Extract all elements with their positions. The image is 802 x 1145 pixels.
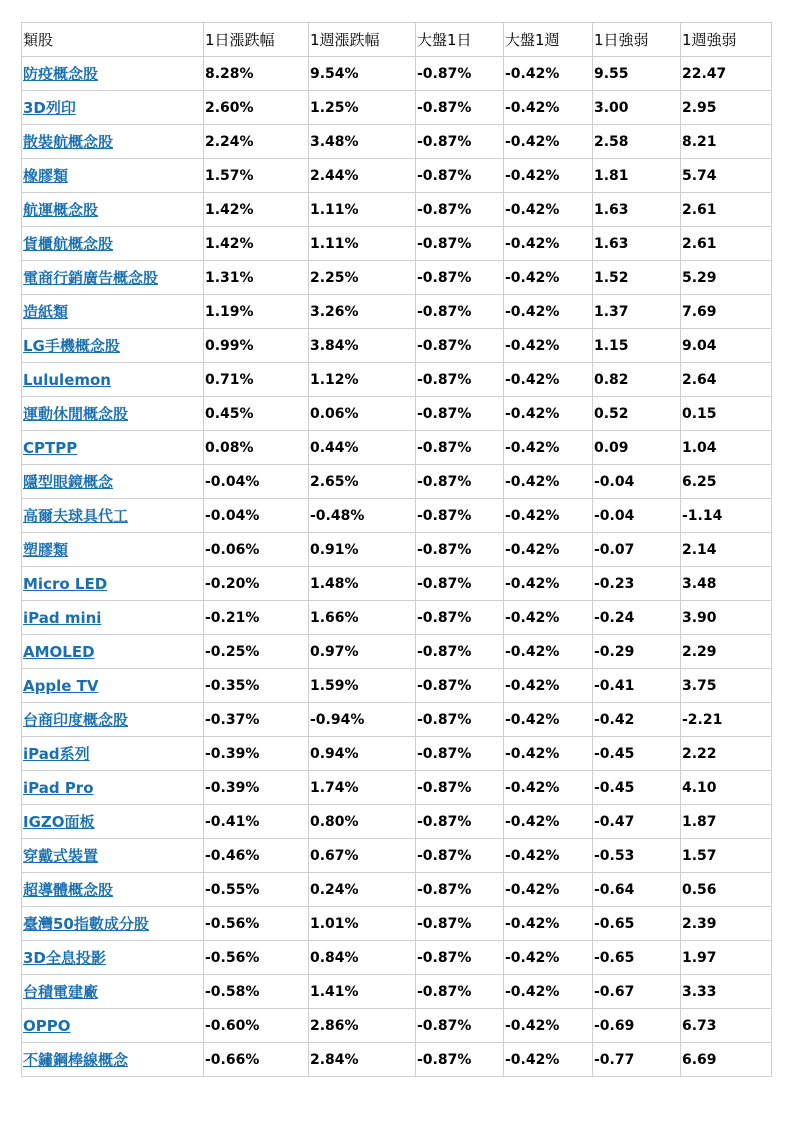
table-cell: -0.42%	[504, 465, 593, 499]
table-cell: -0.42%	[504, 907, 593, 941]
table-cell: -0.87%	[416, 295, 504, 329]
table-cell: -0.42%	[504, 193, 593, 227]
table-cell: -0.42%	[504, 703, 593, 737]
table-cell: 1.52	[593, 261, 681, 295]
table-row	[22, 737, 772, 771]
table-cell: -0.42%	[504, 295, 593, 329]
table-cell: -0.47	[593, 805, 681, 839]
sector-link[interactable]: Lululemon	[23, 370, 111, 389]
table-cell: 1.63	[593, 227, 681, 261]
table-cell: 9.55	[593, 57, 681, 91]
table-cell: -0.87%	[416, 193, 504, 227]
sector-name-cell	[22, 261, 204, 295]
table-cell: 2.25%	[309, 261, 416, 295]
table-row	[22, 839, 772, 873]
sector-link[interactable]: IGZO面板	[23, 813, 95, 831]
table-row	[22, 907, 772, 941]
column-header: 1週漲跌幅	[309, 23, 416, 57]
sector-link[interactable]: 電商行銷廣告概念股	[23, 269, 159, 287]
table-cell: -0.42	[593, 703, 681, 737]
sector-link[interactable]: iPad Pro	[23, 778, 94, 797]
table-cell: -0.07	[593, 533, 681, 567]
table-row	[22, 397, 772, 431]
table-cell: -0.25%	[204, 635, 309, 669]
table-row	[22, 669, 772, 703]
table-row	[22, 295, 772, 329]
table-row	[22, 329, 772, 363]
table-row	[22, 533, 772, 567]
table-cell: -0.87%	[416, 261, 504, 295]
table-cell: 3.00	[593, 91, 681, 125]
table-cell: -0.87%	[416, 159, 504, 193]
table-cell: -0.87%	[416, 635, 504, 669]
table-cell: -0.87%	[416, 669, 504, 703]
table-cell: 1.11%	[309, 227, 416, 261]
table-cell: -0.60%	[204, 1009, 309, 1043]
table-cell: -0.06%	[204, 533, 309, 567]
table-cell: 1.37	[593, 295, 681, 329]
table-row	[22, 1043, 772, 1077]
sector-link[interactable]: 塑膠類	[23, 541, 69, 559]
table-cell: -0.35%	[204, 669, 309, 703]
table-cell: -0.04	[593, 465, 681, 499]
sector-name-cell	[22, 91, 204, 125]
table-cell: 1.19%	[204, 295, 309, 329]
sector-name-cell	[22, 975, 204, 1009]
table-cell: 1.12%	[309, 363, 416, 397]
table-cell: -0.42%	[504, 329, 593, 363]
sector-name-cell	[22, 839, 204, 873]
table-cell: -0.87%	[416, 975, 504, 1009]
table-row	[22, 1009, 772, 1043]
table-cell: -0.42%	[504, 91, 593, 125]
table-cell: 2.95	[681, 91, 772, 125]
table-cell: -0.87%	[416, 805, 504, 839]
table-header-row	[22, 23, 772, 57]
table-cell: -0.41%	[204, 805, 309, 839]
table-row	[22, 363, 772, 397]
table-cell: -0.87%	[416, 1009, 504, 1043]
table-cell: -0.42%	[504, 159, 593, 193]
table-cell: 0.45%	[204, 397, 309, 431]
table-row	[22, 975, 772, 1009]
table-row	[22, 125, 772, 159]
table-cell: -0.42%	[504, 635, 593, 669]
sector-link[interactable]: 防疫概念股	[23, 65, 99, 83]
table-cell: 9.54%	[309, 57, 416, 91]
table-cell: 0.06%	[309, 397, 416, 431]
sector-link[interactable]: 隱型眼鏡概念	[23, 473, 114, 491]
table-row	[22, 567, 772, 601]
table-cell: 0.15	[681, 397, 772, 431]
sector-link[interactable]: 穿戴式裝置	[23, 847, 99, 865]
column-header: 1日強弱	[593, 23, 681, 57]
sector-name-cell	[22, 805, 204, 839]
table-cell: 9.04	[681, 329, 772, 363]
table-cell: 2.84%	[309, 1043, 416, 1077]
table-cell: -0.29	[593, 635, 681, 669]
table-cell: 5.29	[681, 261, 772, 295]
table-cell: -0.04%	[204, 465, 309, 499]
table-cell: 0.24%	[309, 873, 416, 907]
table-cell: 2.24%	[204, 125, 309, 159]
sector-name-cell	[22, 635, 204, 669]
table-cell: 0.97%	[309, 635, 416, 669]
table-cell: -0.87%	[416, 703, 504, 737]
table-cell: 2.14	[681, 533, 772, 567]
table-cell: 3.90	[681, 601, 772, 635]
table-cell: -0.42%	[504, 431, 593, 465]
table-cell: -0.42%	[504, 499, 593, 533]
table-cell: 1.42%	[204, 193, 309, 227]
sector-link[interactable]: iPad系列	[23, 745, 90, 763]
table-cell: -0.42%	[504, 601, 593, 635]
sector-link[interactable]: CPTPP	[23, 438, 78, 457]
table-cell: -0.42%	[504, 975, 593, 1009]
table-cell: 0.52	[593, 397, 681, 431]
table-cell: -0.87%	[416, 737, 504, 771]
table-cell: -0.21%	[204, 601, 309, 635]
table-cell: -0.87%	[416, 1043, 504, 1077]
table-cell: 2.22	[681, 737, 772, 771]
table-cell: 1.59%	[309, 669, 416, 703]
table-cell: 0.84%	[309, 941, 416, 975]
table-cell: -0.87%	[416, 465, 504, 499]
table-cell: -0.04	[593, 499, 681, 533]
table-row	[22, 499, 772, 533]
table-cell: 3.75	[681, 669, 772, 703]
table-cell: -0.87%	[416, 601, 504, 635]
table-cell: -0.42%	[504, 839, 593, 873]
table-cell: 1.41%	[309, 975, 416, 1009]
sector-name-cell	[22, 125, 204, 159]
table-cell: 8.28%	[204, 57, 309, 91]
table-cell: 3.84%	[309, 329, 416, 363]
table-cell: -0.42%	[504, 397, 593, 431]
table-cell: 0.44%	[309, 431, 416, 465]
sector-name-cell	[22, 1043, 204, 1077]
table-cell: -0.42%	[504, 125, 593, 159]
sector-name-cell	[22, 295, 204, 329]
table-row	[22, 771, 772, 805]
table-cell: -0.87%	[416, 57, 504, 91]
sector-link[interactable]: Apple TV	[23, 676, 99, 695]
table-cell: 2.64	[681, 363, 772, 397]
sector-link[interactable]: 台積電建廠	[23, 983, 99, 1001]
table-cell: -0.42%	[504, 533, 593, 567]
table-cell: -0.42%	[504, 873, 593, 907]
sector-link[interactable]: 散裝航概念股	[23, 133, 114, 151]
sector-link[interactable]: Micro LED	[23, 574, 108, 593]
table-cell: 1.25%	[309, 91, 416, 125]
table-cell: -0.42%	[504, 57, 593, 91]
table-cell: 1.15	[593, 329, 681, 363]
table-cell: 3.33	[681, 975, 772, 1009]
table-row	[22, 635, 772, 669]
sector-name-cell	[22, 941, 204, 975]
table-cell: -0.87%	[416, 873, 504, 907]
sector-name-cell	[22, 907, 204, 941]
table-cell: 1.42%	[204, 227, 309, 261]
sector-name-cell	[22, 601, 204, 635]
table-cell: -0.48%	[309, 499, 416, 533]
table-cell: 1.66%	[309, 601, 416, 635]
table-cell: 0.08%	[204, 431, 309, 465]
table-cell: 2.61	[681, 227, 772, 261]
table-cell: 0.91%	[309, 533, 416, 567]
table-cell: 2.60%	[204, 91, 309, 125]
table-cell: -0.87%	[416, 499, 504, 533]
table-cell: -1.14	[681, 499, 772, 533]
table-cell: -0.41	[593, 669, 681, 703]
table-cell: -0.42%	[504, 805, 593, 839]
table-cell: -0.45	[593, 771, 681, 805]
sector-link[interactable]: 橡膠類	[23, 167, 69, 185]
table-cell: 7.69	[681, 295, 772, 329]
table-cell: -0.23	[593, 567, 681, 601]
table-cell: -0.65	[593, 941, 681, 975]
sector-name-cell	[22, 499, 204, 533]
table-cell: 1.48%	[309, 567, 416, 601]
sector-link[interactable]: 台商印度概念股	[23, 711, 129, 729]
sector-link[interactable]: OPPO	[23, 1016, 71, 1035]
table-cell: 4.10	[681, 771, 772, 805]
sector-name-cell	[22, 567, 204, 601]
sector-link[interactable]: AMOLED	[23, 642, 95, 661]
table-cell: 1.11%	[309, 193, 416, 227]
table-row	[22, 601, 772, 635]
sector-link[interactable]: 航運概念股	[23, 201, 99, 219]
table-cell: -0.87%	[416, 907, 504, 941]
table-cell: -0.45	[593, 737, 681, 771]
table-cell: -0.42%	[504, 567, 593, 601]
table-cell: -0.42%	[504, 1043, 593, 1077]
table-cell: -0.42%	[504, 669, 593, 703]
sector-name-cell	[22, 703, 204, 737]
table-cell: 2.39	[681, 907, 772, 941]
table-cell: 2.65%	[309, 465, 416, 499]
table-row	[22, 57, 772, 91]
table-cell: -0.04%	[204, 499, 309, 533]
column-header: 大盤1週	[504, 23, 593, 57]
table-cell: 1.74%	[309, 771, 416, 805]
sector-link[interactable]: iPad mini	[23, 608, 102, 627]
table-cell: -0.55%	[204, 873, 309, 907]
table-cell: -0.87%	[416, 431, 504, 465]
table-cell: -0.20%	[204, 567, 309, 601]
sector-name-cell	[22, 329, 204, 363]
sector-link[interactable]: 超導體概念股	[23, 881, 114, 899]
table-cell: -2.21	[681, 703, 772, 737]
table-cell: 1.87	[681, 805, 772, 839]
sector-name-cell	[22, 873, 204, 907]
table-cell: 2.86%	[309, 1009, 416, 1043]
table-cell: -0.42%	[504, 227, 593, 261]
table-cell: 2.61	[681, 193, 772, 227]
table-cell: 0.82	[593, 363, 681, 397]
sector-name-cell	[22, 363, 204, 397]
table-cell: -0.53	[593, 839, 681, 873]
sector-name-cell	[22, 771, 204, 805]
table-cell: -0.87%	[416, 567, 504, 601]
table-cell: 1.97	[681, 941, 772, 975]
table-cell: 1.31%	[204, 261, 309, 295]
table-row	[22, 431, 772, 465]
sector-name-cell	[22, 57, 204, 91]
table-cell: -0.39%	[204, 771, 309, 805]
table-row	[22, 805, 772, 839]
table-body	[22, 57, 772, 1077]
table-cell: -0.87%	[416, 771, 504, 805]
table-cell: 2.58	[593, 125, 681, 159]
table-cell: -0.87%	[416, 941, 504, 975]
table-cell: -0.42%	[504, 1009, 593, 1043]
table-cell: -0.46%	[204, 839, 309, 873]
table-cell: -0.65	[593, 907, 681, 941]
column-header: 大盤1日	[416, 23, 504, 57]
sector-name-cell	[22, 465, 204, 499]
table-cell: -0.87%	[416, 125, 504, 159]
table-cell: 0.09	[593, 431, 681, 465]
sector-performance-table	[21, 22, 772, 1077]
sector-link[interactable]: LG手機概念股	[23, 337, 120, 355]
sector-name-cell	[22, 159, 204, 193]
table-row	[22, 159, 772, 193]
table-cell: -0.87%	[416, 533, 504, 567]
table-cell: -0.87%	[416, 397, 504, 431]
table-cell: 1.04	[681, 431, 772, 465]
table-row	[22, 465, 772, 499]
column-header: 類股	[22, 23, 204, 57]
table-cell: -0.42%	[504, 771, 593, 805]
table-cell: -0.64	[593, 873, 681, 907]
table-cell: 0.94%	[309, 737, 416, 771]
table-cell: -0.42%	[504, 941, 593, 975]
sector-name-cell	[22, 193, 204, 227]
sector-link[interactable]: 3D全息投影	[23, 949, 106, 967]
table-cell: -0.77	[593, 1043, 681, 1077]
column-header: 1週強弱	[681, 23, 772, 57]
table-cell: 2.44%	[309, 159, 416, 193]
table-cell: 0.99%	[204, 329, 309, 363]
table-cell: -0.69	[593, 1009, 681, 1043]
table-row	[22, 703, 772, 737]
sector-link[interactable]: 不鏽鋼棒線概念	[23, 1051, 129, 1069]
table-cell: 3.26%	[309, 295, 416, 329]
sector-name-cell	[22, 397, 204, 431]
table-cell: 0.56	[681, 873, 772, 907]
sector-link[interactable]: 3D列印	[23, 99, 76, 117]
sector-link[interactable]: 造紙類	[23, 303, 69, 321]
table-cell: 1.81	[593, 159, 681, 193]
table-row	[22, 941, 772, 975]
table-cell: -0.87%	[416, 839, 504, 873]
table-cell: -0.87%	[416, 227, 504, 261]
table-cell: 3.48%	[309, 125, 416, 159]
sector-link[interactable]: 運動休閒概念股	[23, 405, 129, 423]
table-cell: -0.37%	[204, 703, 309, 737]
table-row	[22, 261, 772, 295]
table-cell: 0.67%	[309, 839, 416, 873]
table-cell: 8.21	[681, 125, 772, 159]
table-cell: -0.94%	[309, 703, 416, 737]
table-cell: 1.57%	[204, 159, 309, 193]
sector-name-cell	[22, 227, 204, 261]
table-cell: -0.66%	[204, 1043, 309, 1077]
column-header: 1日漲跌幅	[204, 23, 309, 57]
sector-name-cell	[22, 1009, 204, 1043]
table-cell: 0.71%	[204, 363, 309, 397]
table-cell: 1.57	[681, 839, 772, 873]
table-cell: 2.29	[681, 635, 772, 669]
sector-link[interactable]: 貨櫃航概念股	[23, 235, 114, 253]
sector-table-container	[21, 22, 772, 1077]
table-cell: -0.42%	[504, 737, 593, 771]
sector-name-cell	[22, 431, 204, 465]
table-cell: -0.67	[593, 975, 681, 1009]
table-cell: 3.48	[681, 567, 772, 601]
sector-name-cell	[22, 737, 204, 771]
table-cell: -0.42%	[504, 363, 593, 397]
table-cell: 1.63	[593, 193, 681, 227]
table-cell: 22.47	[681, 57, 772, 91]
sector-link[interactable]: 高爾夫球具代工	[23, 507, 129, 525]
table-cell: -0.24	[593, 601, 681, 635]
table-row	[22, 227, 772, 261]
table-cell: -0.87%	[416, 91, 504, 125]
table-cell: -0.87%	[416, 329, 504, 363]
table-cell: -0.87%	[416, 363, 504, 397]
table-cell: 6.73	[681, 1009, 772, 1043]
table-row	[22, 91, 772, 125]
table-cell: -0.42%	[504, 261, 593, 295]
sector-link[interactable]: 臺灣50指數成分股	[23, 915, 149, 933]
table-cell: 6.25	[681, 465, 772, 499]
sector-name-cell	[22, 669, 204, 703]
table-cell: -0.56%	[204, 941, 309, 975]
table-row	[22, 193, 772, 227]
table-cell: 1.01%	[309, 907, 416, 941]
table-cell: 0.80%	[309, 805, 416, 839]
table-cell: -0.58%	[204, 975, 309, 1009]
table-cell: 5.74	[681, 159, 772, 193]
table-cell: 6.69	[681, 1043, 772, 1077]
sector-name-cell	[22, 533, 204, 567]
table-cell: -0.56%	[204, 907, 309, 941]
table-row	[22, 873, 772, 907]
table-cell: -0.39%	[204, 737, 309, 771]
